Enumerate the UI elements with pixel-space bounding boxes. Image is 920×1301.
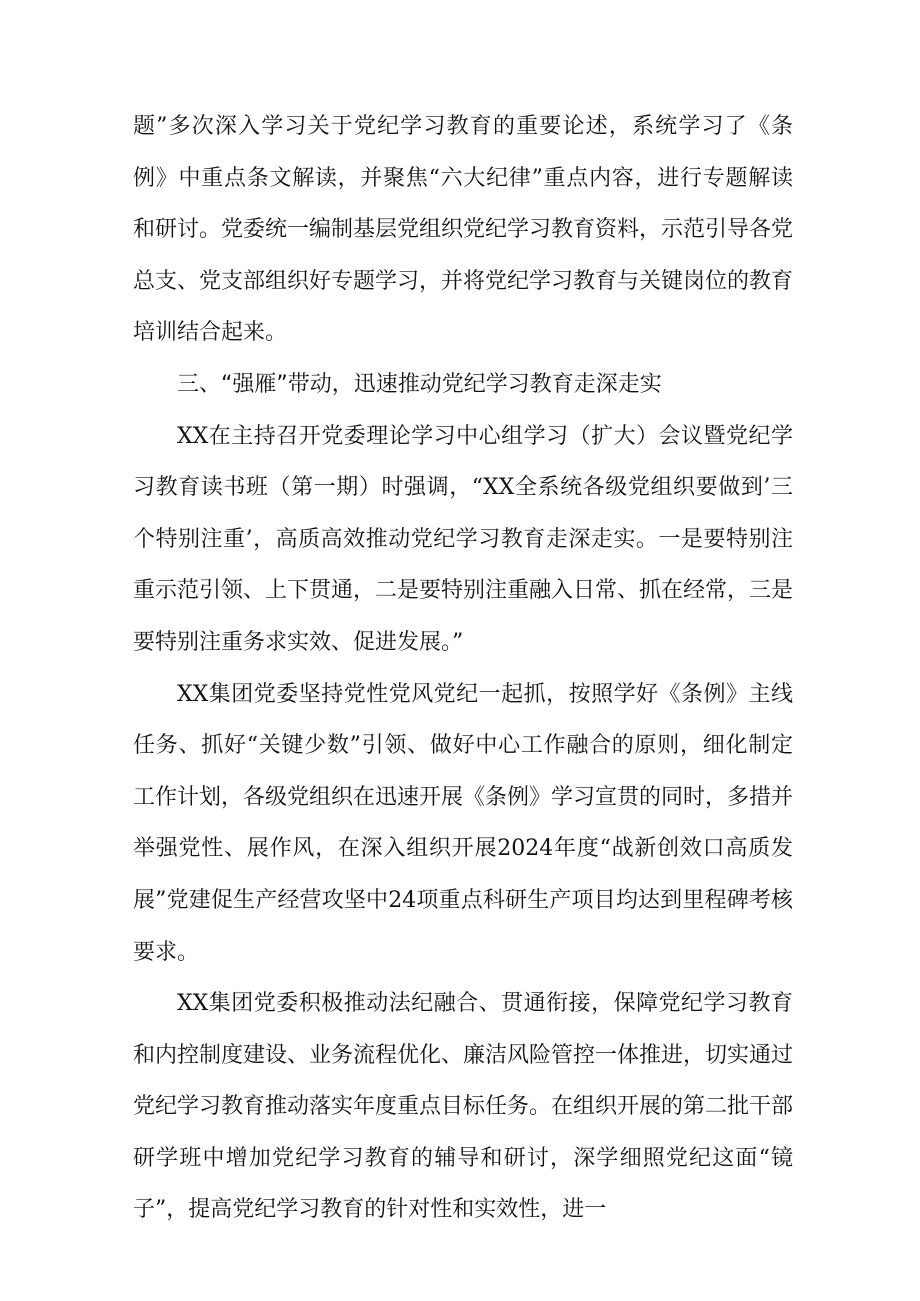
document-body: [133, 101, 793, 1236]
paragraph-body: XX在主持召开党委理论学习中心组学习（扩大）会议暨党纪学习教育读书班（第一期）时强调，“XX全系统各级党组织要做到’三个特别注重’，高质高效推动党纪学习教育走深走实。一是要特别注重示范引领、上下贯通，二是要特别注重融入日常、抓在经常，三是要特别注重务求实效、促进发展。”: [133, 423, 794, 655]
paragraph-body: XX集团党委积极推动法纪融合、贯通衔接，保障党纪学习教育和内控制度建设、业务流程优化、廉洁风险管控一体推进，切实通过党纪学习教育推动落实年度重点目标任务。在组织开展的第二批干部研学班中增加党纪学习教育的辅导和研讨，深学细照党纪这面“镜子”，提高党纪学习教育的针对性和实效性，进一: [133, 991, 794, 1223]
section-heading: 三、“强雁”带动，迅速推动党纪学习教育走深走实: [177, 371, 662, 397]
paragraph-continuation: 题”多次深入学习关于党纪学习教育的重要论述，系统学习了《条例》中重点条文解读，并聚焦“六大纪律”重点内容，进行专题解读和研讨。党委统一编制基层党组织党纪学习教育资料，示范引导各党总支、党支部组织好专题学习，并将党纪学习教育与关键岗位的教育培训结合起来。: [133, 114, 794, 346]
paragraph-body: XX集团党委坚持党性党风党纪一起抓，按照学好《条例》主线任务、抓好“关键少数”引领、做好中心工作融合的原则，细化制定工作计划，各级党组织在迅速开展《条例》学习宣贯的同时，多措并举强党性、展作风，在深入组织开展2024年度“战新创效口高质发展”党建促生产经营攻坚中24项重点科研生产项目均达到里程碑考核要求。: [133, 681, 794, 965]
